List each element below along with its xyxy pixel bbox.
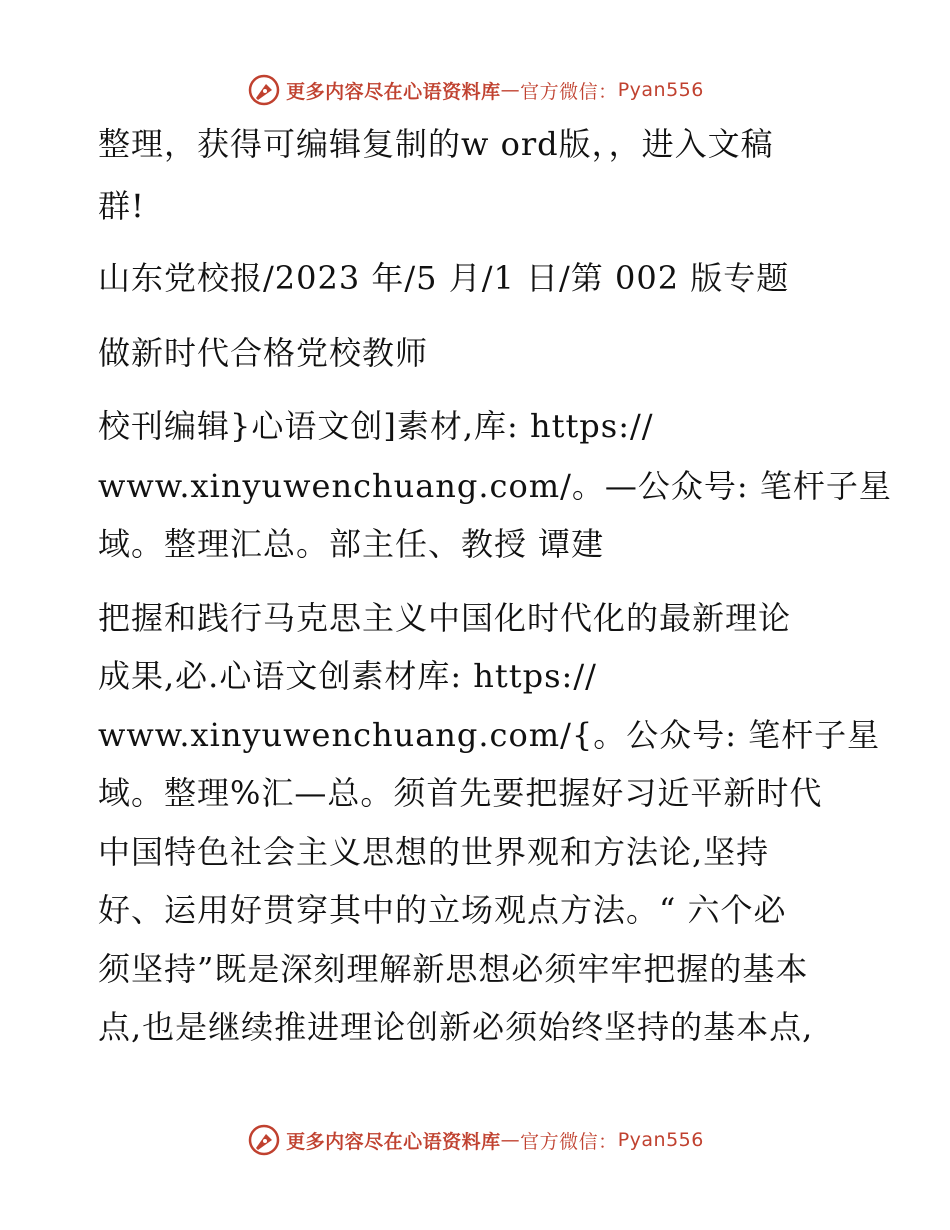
watermark-official-label: 官方微信： bbox=[520, 80, 618, 103]
text-line-2: 群! bbox=[98, 187, 145, 225]
text-line-7: 域。整理汇总。部主任、教授 谭建 bbox=[98, 525, 605, 563]
text-line-1: 整理，获得可编辑复制的w ord版，，进入文稿 bbox=[98, 125, 774, 163]
text-line-5: 校刊编辑}心语文创]素材,库: https:// bbox=[98, 407, 654, 445]
text-line-14: 须坚持”既是深刻理解新思想必须牢牢把握的基本 bbox=[98, 950, 809, 988]
watermark-main-text: 更多内容尽在心语资料库 bbox=[286, 80, 501, 103]
text-line-11: 域。整理%汇—总。须首先要把握好习近平新时代 bbox=[98, 774, 823, 812]
watermark-main-text: 更多内容尽在心语资料库 bbox=[286, 1130, 501, 1153]
text-line-12: 中国特色社会主义思想的世界观和方法论,坚持 bbox=[98, 833, 770, 871]
pen-nib-icon bbox=[246, 72, 282, 108]
watermark-official-label: 官方微信： bbox=[520, 1130, 618, 1153]
text-line-4: 做新时代合格党校教师 bbox=[98, 334, 429, 372]
watermark-banner-bottom bbox=[0, 1120, 950, 1160]
text-line-3: 山东党校报/2023 年/5 月/1 日/第 002 版专题 bbox=[98, 259, 790, 297]
watermark-banner-top bbox=[0, 70, 950, 110]
text-line-8: 把握和践行马克思主义中国化时代化的最新理论 bbox=[98, 599, 792, 637]
watermark-dash: — bbox=[500, 1129, 521, 1151]
text-line-10: www.xinyuwenchuang.com/{。公众号: 笔杆子星 bbox=[98, 716, 881, 754]
text-line-13: 好、运用好贯穿其中的立场观点方法。“ 六个必 bbox=[98, 891, 787, 929]
text-line-15: 点,也是继续推进理论创新必须始终坚持的基本点, bbox=[98, 1008, 814, 1046]
watermark-wechat-id: Pyan556 bbox=[617, 79, 704, 101]
pen-nib-icon bbox=[246, 1122, 282, 1158]
text-line-6: www.xinyuwenchuang.com/。—公众号: 笔杆子星 bbox=[98, 467, 892, 505]
watermark-wechat-id: Pyan556 bbox=[617, 1129, 704, 1151]
watermark-dash: — bbox=[500, 79, 521, 101]
text-line-9: 成果,必.心语文创素材库: https:// bbox=[98, 657, 597, 695]
